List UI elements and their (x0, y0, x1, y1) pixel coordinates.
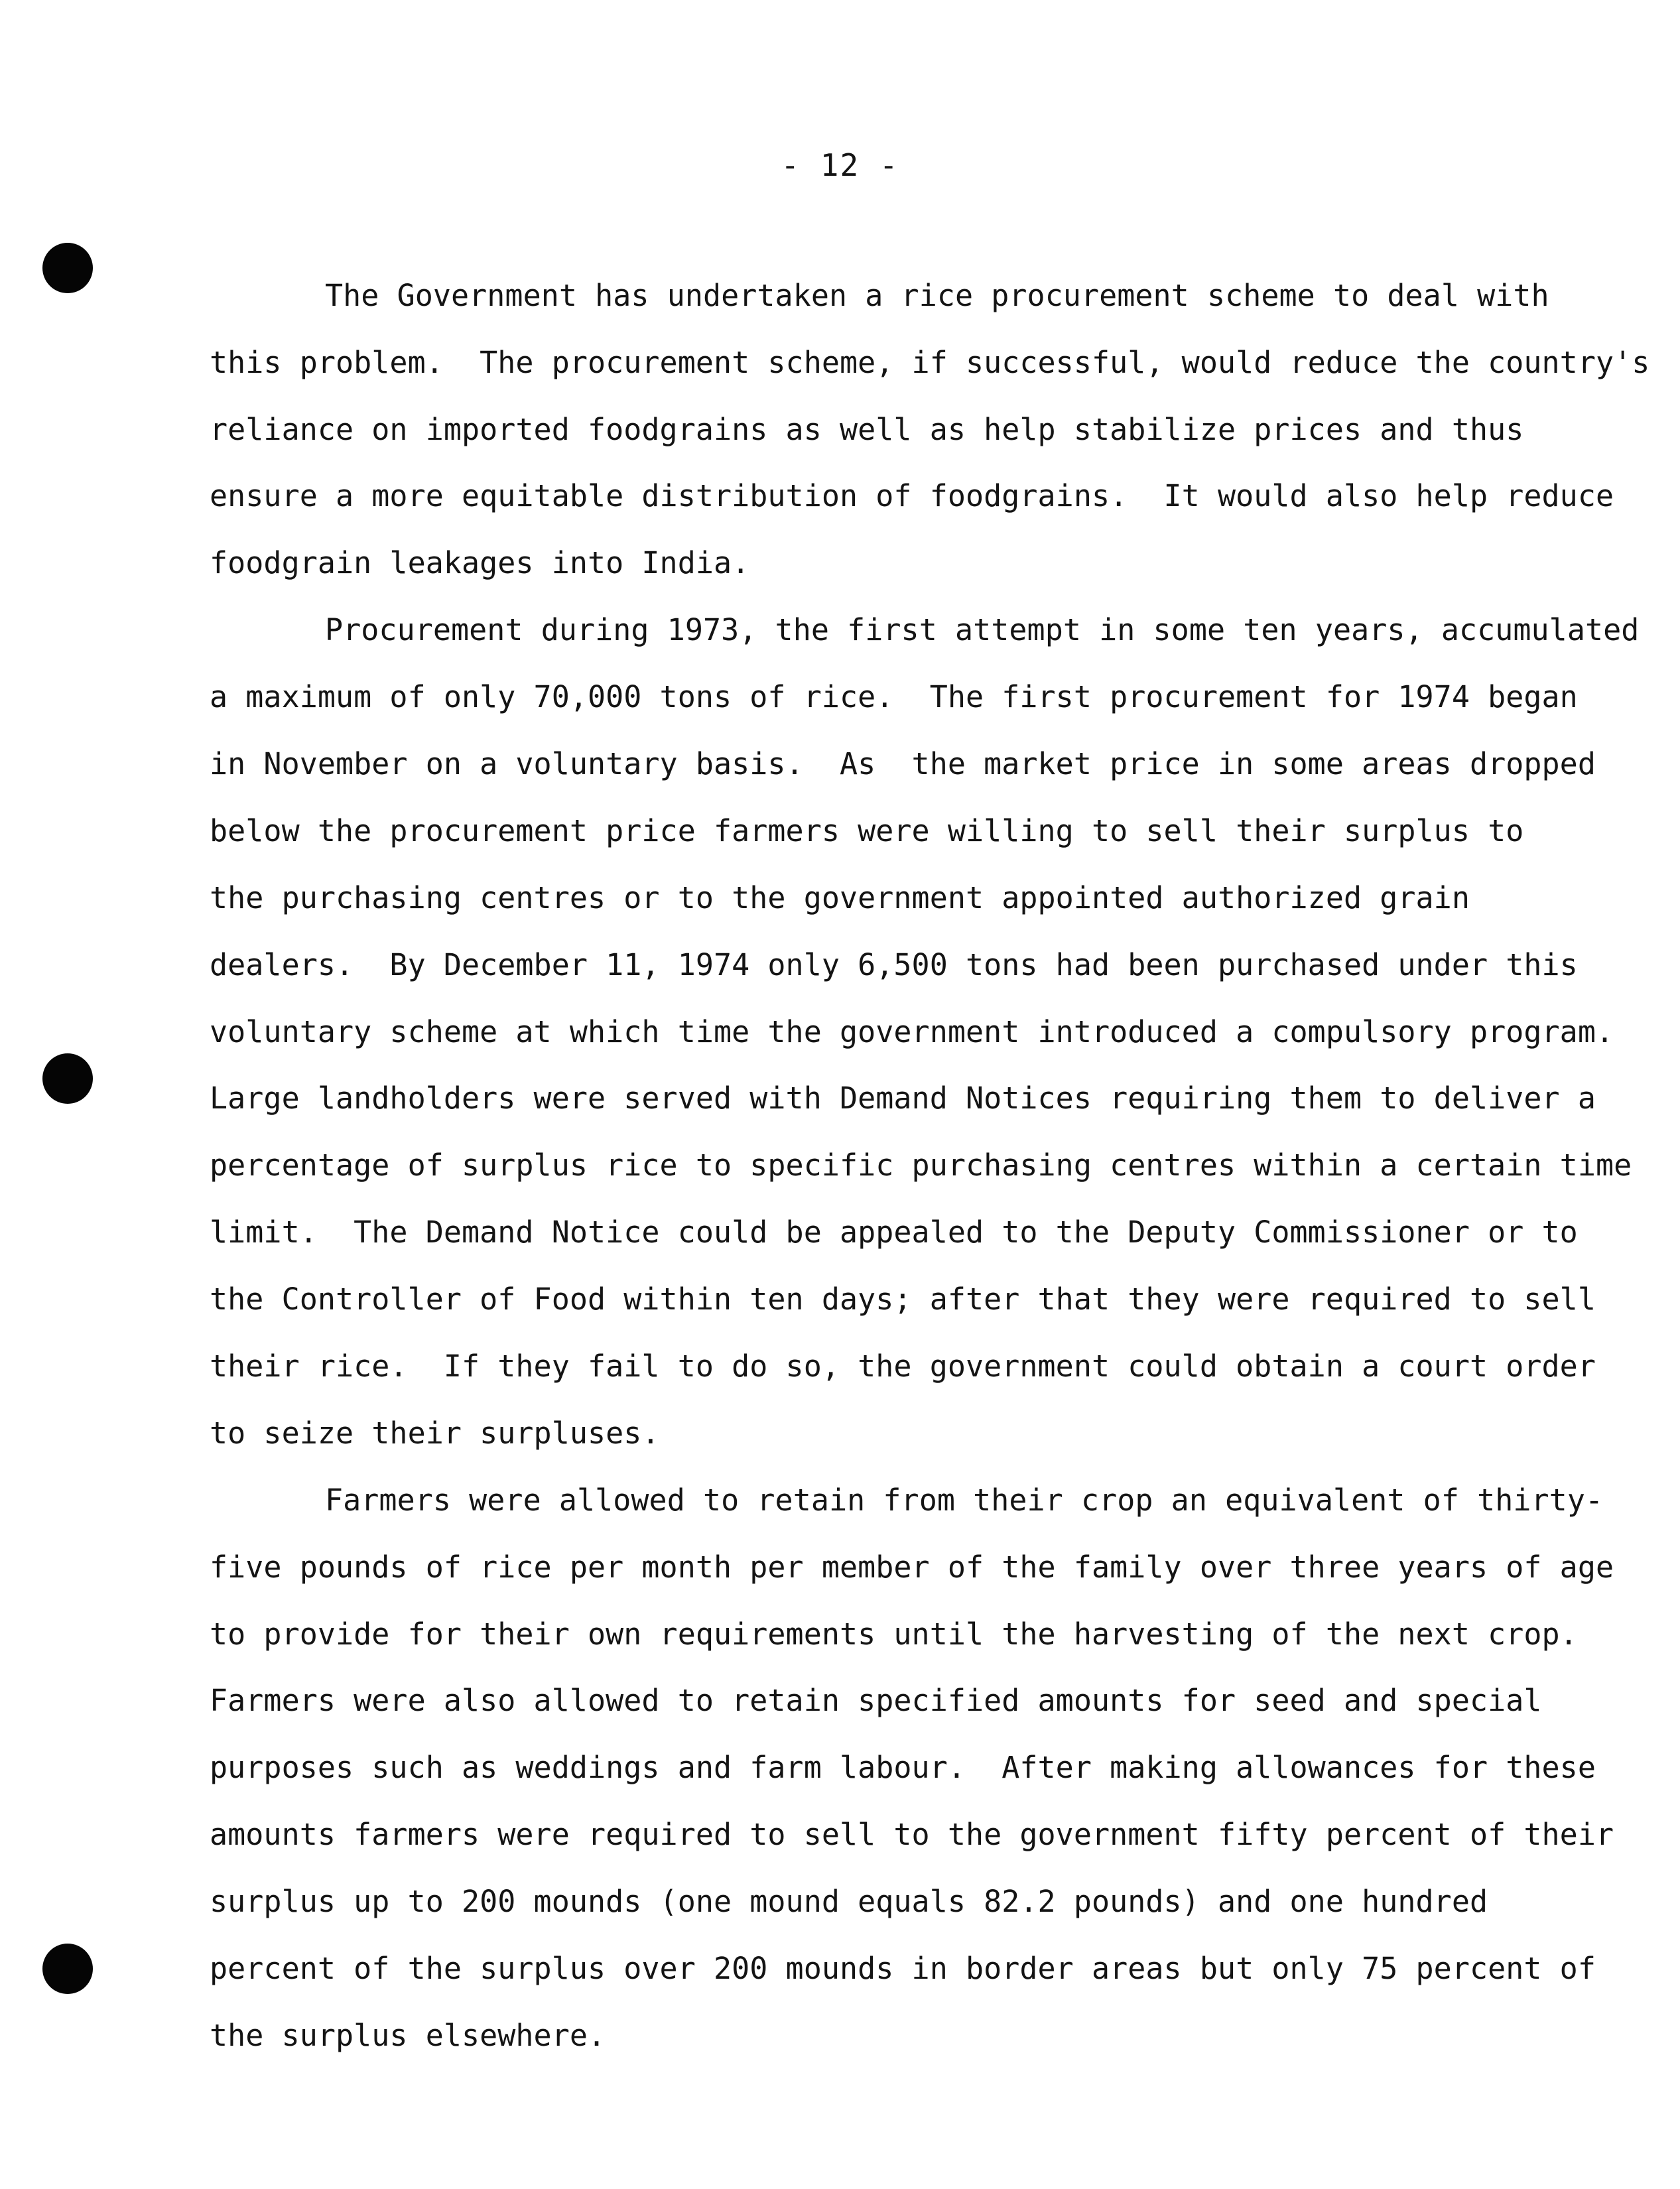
paragraph-line: percent of the surplus over 200 mounds in border areas but only 75 percent of (210, 1951, 1596, 1986)
paragraph-line: Farmers were also allowed to retain specified amounts for seed and special (210, 1683, 1542, 1718)
paragraph-line: five pounds of rice per month per member of the family over three years of age (210, 1550, 1614, 1585)
paragraph-line: below the procurement price farmers were willing to sell their surplus to (210, 813, 1524, 848)
page-number: - 12 - (781, 147, 899, 183)
paragraph-line: purposes such as weddings and farm labour. After making allowances for these (210, 1750, 1596, 1785)
paragraph-line: dealers. By December 11, 1974 only 6,500 tons had been purchased under this (210, 947, 1578, 982)
binder-hole (42, 1053, 93, 1104)
binder-hole (42, 243, 93, 293)
paragraph-line: foodgrain leakages into India. (210, 545, 750, 580)
paragraph-line: limit. The Demand Notice could be appealed to the Deputy Commissioner or to (210, 1215, 1578, 1250)
paragraph-line: percentage of surplus rice to specific purchasing centres within a certain time (210, 1148, 1632, 1183)
paragraph-line: this problem. The procurement scheme, if successful, would reduce the country's (210, 345, 1650, 380)
paragraph-line: ensure a more equitable distribution of foodgrains. It would also help reduce (210, 478, 1614, 513)
paragraph-line: amounts farmers were required to sell to the government fifty percent of their (210, 1817, 1614, 1852)
paragraph-line: the Controller of Food within ten days; after that they were required to sell (210, 1282, 1596, 1317)
paragraph-line: to provide for their own requirements until the harvesting of the next crop. (210, 1617, 1578, 1652)
paragraph-line: their rice. If they fail to do so, the government could obtain a court order (210, 1349, 1596, 1384)
paragraph-line: voluntary scheme at which time the government introduced a compulsory program. (210, 1014, 1614, 1049)
paragraph-line: Large landholders were served with Demand Notices requiring them to deliver a (210, 1081, 1596, 1116)
paragraph-line: The Government has undertaken a rice procurement scheme to deal with (325, 278, 1549, 313)
paragraph-line: Farmers were allowed to retain from their crop an equivalent of thirty- (325, 1483, 1604, 1518)
paragraph-line: reliance on imported foodgrains as well as help stabilize prices and thus (210, 412, 1524, 447)
paragraph-line: Procurement during 1973, the first attempt in some ten years, accumulated (325, 612, 1640, 647)
paragraph-line: surplus up to 200 mounds (one mound equals 82.2 pounds) and one hundred (210, 1884, 1488, 1919)
binder-hole (42, 1944, 93, 1994)
paragraph-line: to seize their surpluses. (210, 1416, 660, 1451)
paragraph-line: a maximum of only 70,000 tons of rice. The first procurement for 1974 began (210, 679, 1578, 714)
paragraph-line: the surplus elsewhere. (210, 2018, 606, 2053)
paragraph-line: the purchasing centres or to the government appointed authorized grain (210, 880, 1470, 915)
paragraph-line: in November on a voluntary basis. As the market price in some areas dropped (210, 746, 1596, 781)
